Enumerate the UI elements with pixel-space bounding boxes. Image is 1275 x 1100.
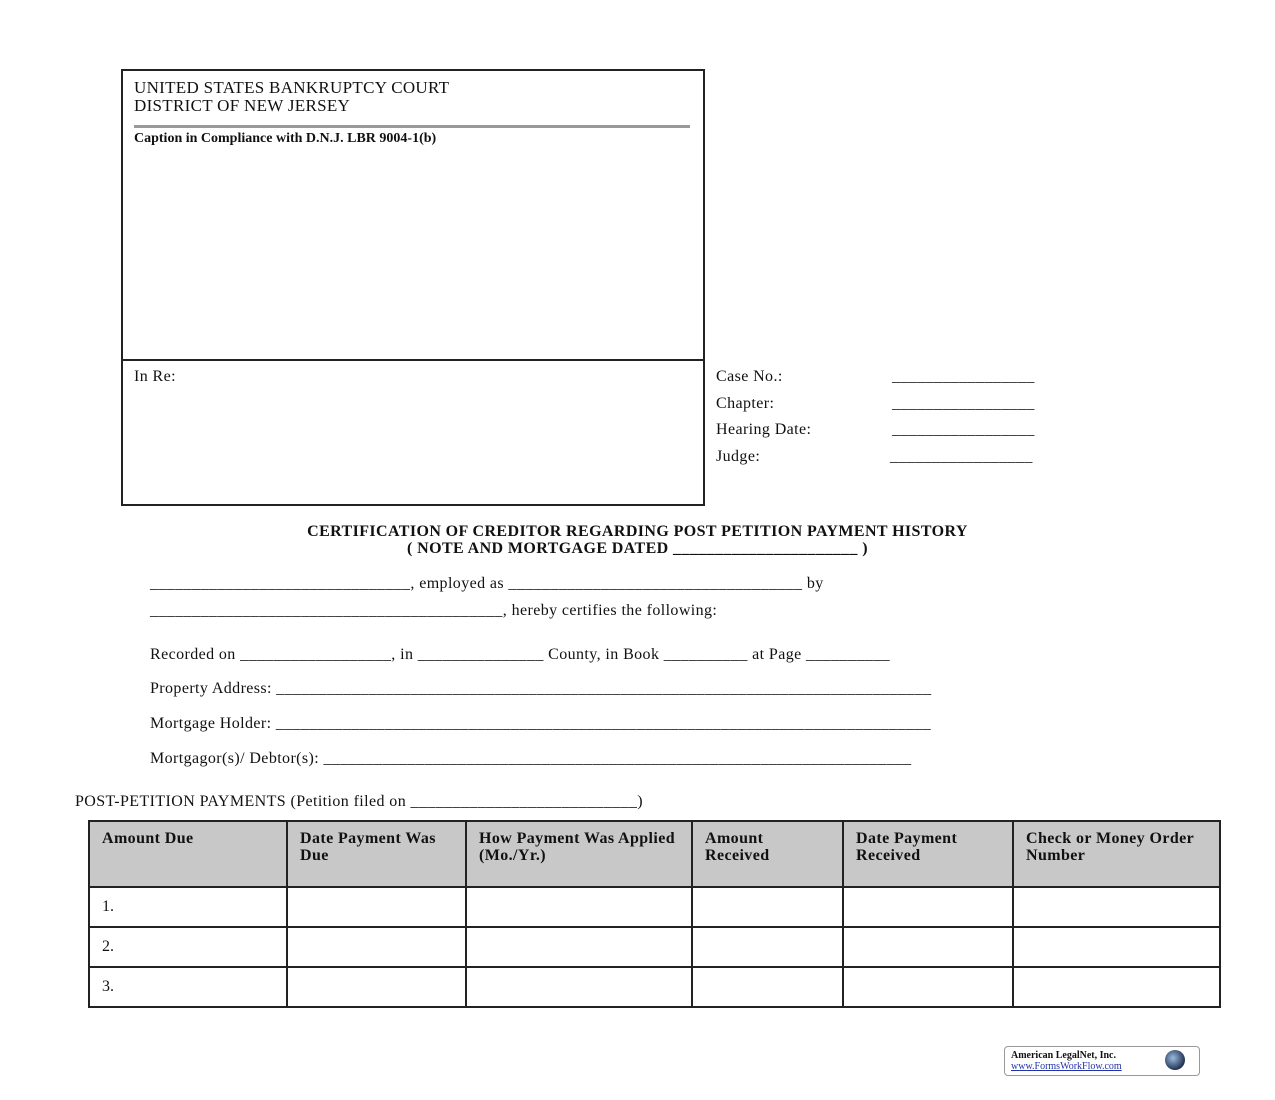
cell[interactable]: [692, 967, 843, 1007]
cell[interactable]: [466, 927, 692, 967]
certifies-line[interactable]: __________________________________________, hereby certifies the following:: [150, 602, 718, 619]
row-number[interactable]: 1.: [89, 887, 287, 927]
row-number[interactable]: 3.: [89, 967, 287, 1007]
globe-icon: [1165, 1050, 1185, 1070]
case-no-label: Case No.:: [716, 368, 783, 385]
cell[interactable]: [692, 887, 843, 927]
cell[interactable]: [287, 927, 466, 967]
compliance-note: Caption in Compliance with D.N.J. LBR 9004-1(b): [134, 131, 437, 146]
payments-table: [88, 820, 1221, 1008]
cell[interactable]: [466, 887, 692, 927]
cell[interactable]: [466, 967, 692, 1007]
header-how-applied: How Payment Was Applied (Mo./Yr.): [466, 821, 692, 887]
cell[interactable]: [287, 887, 466, 927]
cell[interactable]: [843, 887, 1013, 927]
cell[interactable]: [1013, 927, 1220, 967]
row-number[interactable]: 2.: [89, 927, 287, 967]
table-header-row: [89, 821, 1220, 887]
mortgagor-line[interactable]: Mortgagor(s)/ Debtor(s): ______________________________________________________________________: [150, 750, 912, 767]
court-name: UNITED STATES BANKRUPTCY COURT: [134, 78, 450, 97]
cell[interactable]: [287, 967, 466, 1007]
case-no-field[interactable]: _________________: [892, 368, 1035, 385]
post-petition-heading[interactable]: POST-PETITION PAYMENTS (Petition filed on ___________________________): [75, 793, 644, 810]
document-subtitle: ( NOTE AND MORTGAGE DATED ______________________ ): [407, 540, 868, 557]
header-amount-due: Amount Due: [89, 821, 287, 887]
district-name: DISTRICT OF NEW JERSEY: [134, 96, 351, 115]
cell[interactable]: [1013, 967, 1220, 1007]
cell[interactable]: [843, 967, 1013, 1007]
caption-rule: [134, 125, 690, 128]
cell[interactable]: [1013, 887, 1220, 927]
chapter-label: Chapter:: [716, 395, 775, 412]
header-date-due: Date Payment Was Due: [287, 821, 466, 887]
header-check-number: Check or Money Order Number: [1013, 821, 1220, 887]
property-address-line[interactable]: Property Address: ______________________________________________________________________________: [150, 680, 932, 697]
logo-company: American LegalNet, Inc.: [1011, 1050, 1116, 1061]
table-row: [89, 887, 1220, 927]
in-re-label: In Re:: [134, 368, 176, 385]
cell[interactable]: [692, 927, 843, 967]
chapter-field[interactable]: _________________: [892, 395, 1035, 412]
certifier-line[interactable]: _______________________________, employed as ___________________________________ by: [150, 575, 824, 592]
caption-divider: [121, 359, 704, 361]
americanlegalnet-logo[interactable]: [1004, 1046, 1200, 1076]
logo-url[interactable]: www.FormsWorkFlow.com: [1011, 1061, 1122, 1072]
hearing-date-label: Hearing Date:: [716, 421, 812, 438]
document-title: CERTIFICATION OF CREDITOR REGARDING POST PETITION PAYMENT HISTORY: [307, 523, 968, 540]
mortgage-holder-line[interactable]: Mortgage Holder: ______________________________________________________________________________: [150, 715, 932, 732]
judge-field[interactable]: _________________: [890, 448, 1033, 465]
header-date-received: Date Payment Received: [843, 821, 1013, 887]
hearing-date-field[interactable]: _________________: [892, 421, 1035, 438]
table-row: [89, 927, 1220, 967]
table-row: [89, 967, 1220, 1007]
header-amount-received: Amount Received: [692, 821, 843, 887]
recorded-line[interactable]: Recorded on __________________, in _______________ County, in Book __________ at Page __________: [150, 646, 890, 663]
cell[interactable]: [843, 927, 1013, 967]
judge-label: Judge:: [716, 448, 761, 465]
